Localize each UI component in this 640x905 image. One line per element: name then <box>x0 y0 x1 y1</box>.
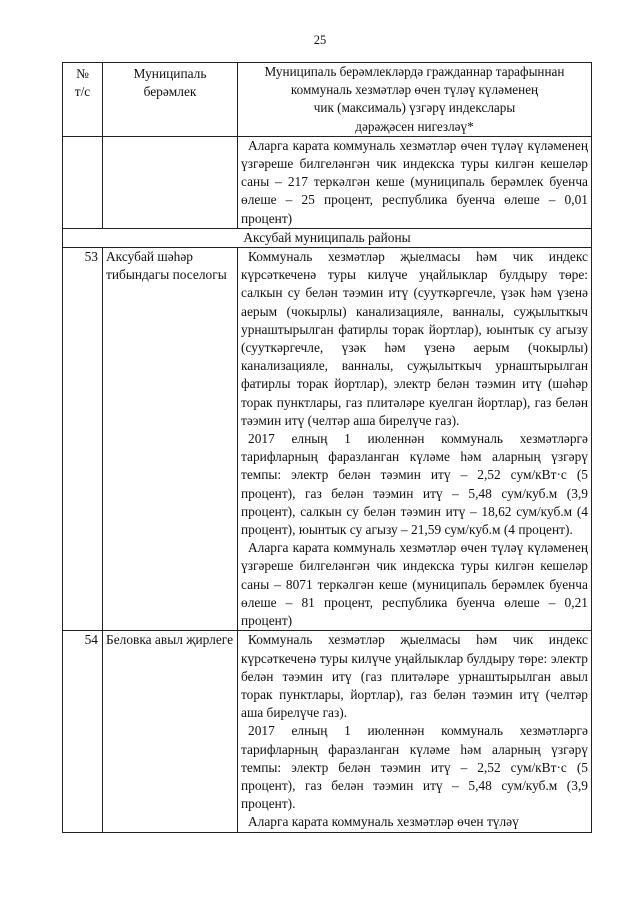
continuation-text: Аларга карата коммуналь хезмәтләр өчен түләү күләменең үзгәреше билгеләнгән чик индекска туры килгән кешеләр саны – 217 теркәлгән кеше (муниципаль берәмлек буенча өлеше – 25 процент, республика буенча өлеше – 0,01 процент) <box>241 137 588 226</box>
row-paragraph: Аларга карата коммуналь хезмәтләр өчен түләү <box>248 814 519 830</box>
header-basis <box>238 63 592 137</box>
row-paragraph: Коммуналь хезмәтләр җыелмасы һәм чик индекс күрсәткеченә туры килүче уңайлыклар булдыру төре: салкын су белән тәэмин итү (сууткәргечле, үзәк һәм үзенә аерым (чокырлы) канализацияле, ванналы, суҗылыткыч урнаштырылган фатирлы торак йортлар), юынтык су агызу (сууткәргечле, үзәк һәм үзенә аерым (чокырлы) канализацияле, ванналы, суҗылыткыч урнаштырылган фатирлы торак йортлар), электр белән тәэмин итү (шәһәр торак пунктлары, газ плитәләре куелган йортлар), газ белән тәэмин итү (челтәр аша бирелүче газ). <box>241 249 588 428</box>
header-municipality-text: Муниципаль берәмлек <box>133 66 207 100</box>
row-number: 53 <box>63 248 103 631</box>
district-heading: Аксубай муниципаль районы <box>63 228 592 247</box>
table-header-row <box>63 63 592 137</box>
row-description <box>238 631 592 832</box>
continuation-row <box>63 136 592 228</box>
header-basis-text: Муниципаль берәмлекләрдә гражданнар тарафыннан коммуналь хезмәтләр өчен түләү күләменең чик (максималь) үзгәрү индекслары дәрәҗәсен нигезләү* <box>264 64 565 134</box>
continuation-cell <box>238 136 592 228</box>
table-row <box>63 631 592 832</box>
row-municipality-name: Беловка авыл җирлеге <box>103 631 238 832</box>
tariff-index-table <box>62 62 592 833</box>
header-number-text: № т/с <box>74 66 91 100</box>
row-number: 54 <box>63 631 103 832</box>
row-paragraph: Коммуналь хезмәтләр җыелмасы һәм чик индекс күрсәткеченә туры килүче уңайлыклар булдыру төре: электр белән тәэмин итү (газ плитәләре урнаштырылган авыл торак пунктлары, йортлар), газ белән тәэмин итү (челтәр аша бирелүче газ). <box>241 632 588 721</box>
header-municipality <box>103 63 238 137</box>
row-paragraph: 2017 елның 1 июленнән коммуналь хезмәтләргә тарифларның фаразланган күләме һәм аларның үзгәрү темпы: электр белән тәэмин итү – 2,52 сум/кВт·с (5 процент), газ белән тәэмин итү – 5,48 сум/куб.м (3,9 процент), салкын су белән тәэмин итү – 18,62 сум/куб.м (4 процент), юынтык су агызу – 21,59 сум/куб.м (4 процент). <box>241 431 588 538</box>
district-row <box>63 228 592 247</box>
table-row <box>63 248 592 631</box>
row-paragraph: Аларга карата коммуналь хезмәтләр өчен түләү күләменең үзгәреше билгеләнгән чик индекска туры килгән кешеләр саны – 8071 теркәлгән кеше (муниципаль берәмлек буенча өлеше – 81 процент, республика буенча өлеше – 0,21 процент) <box>241 540 588 629</box>
row-description <box>238 248 592 631</box>
page-number: 25 <box>313 33 327 47</box>
row-municipality-name: Аксубай шәһәр тибындагы поселогы <box>103 248 238 631</box>
row-paragraph: 2017 елның 1 июленнән коммуналь хезмәтләргә тарифларның фаразланган күләме һәм аларның үзгәрү темпы: электр белән тәэмин итү – 2,52 сум/кВт·с (5 процент), газ белән тәэмин итү – 5,48 сум/куб.м (3,9 процент). <box>241 723 588 812</box>
header-number <box>63 63 103 137</box>
